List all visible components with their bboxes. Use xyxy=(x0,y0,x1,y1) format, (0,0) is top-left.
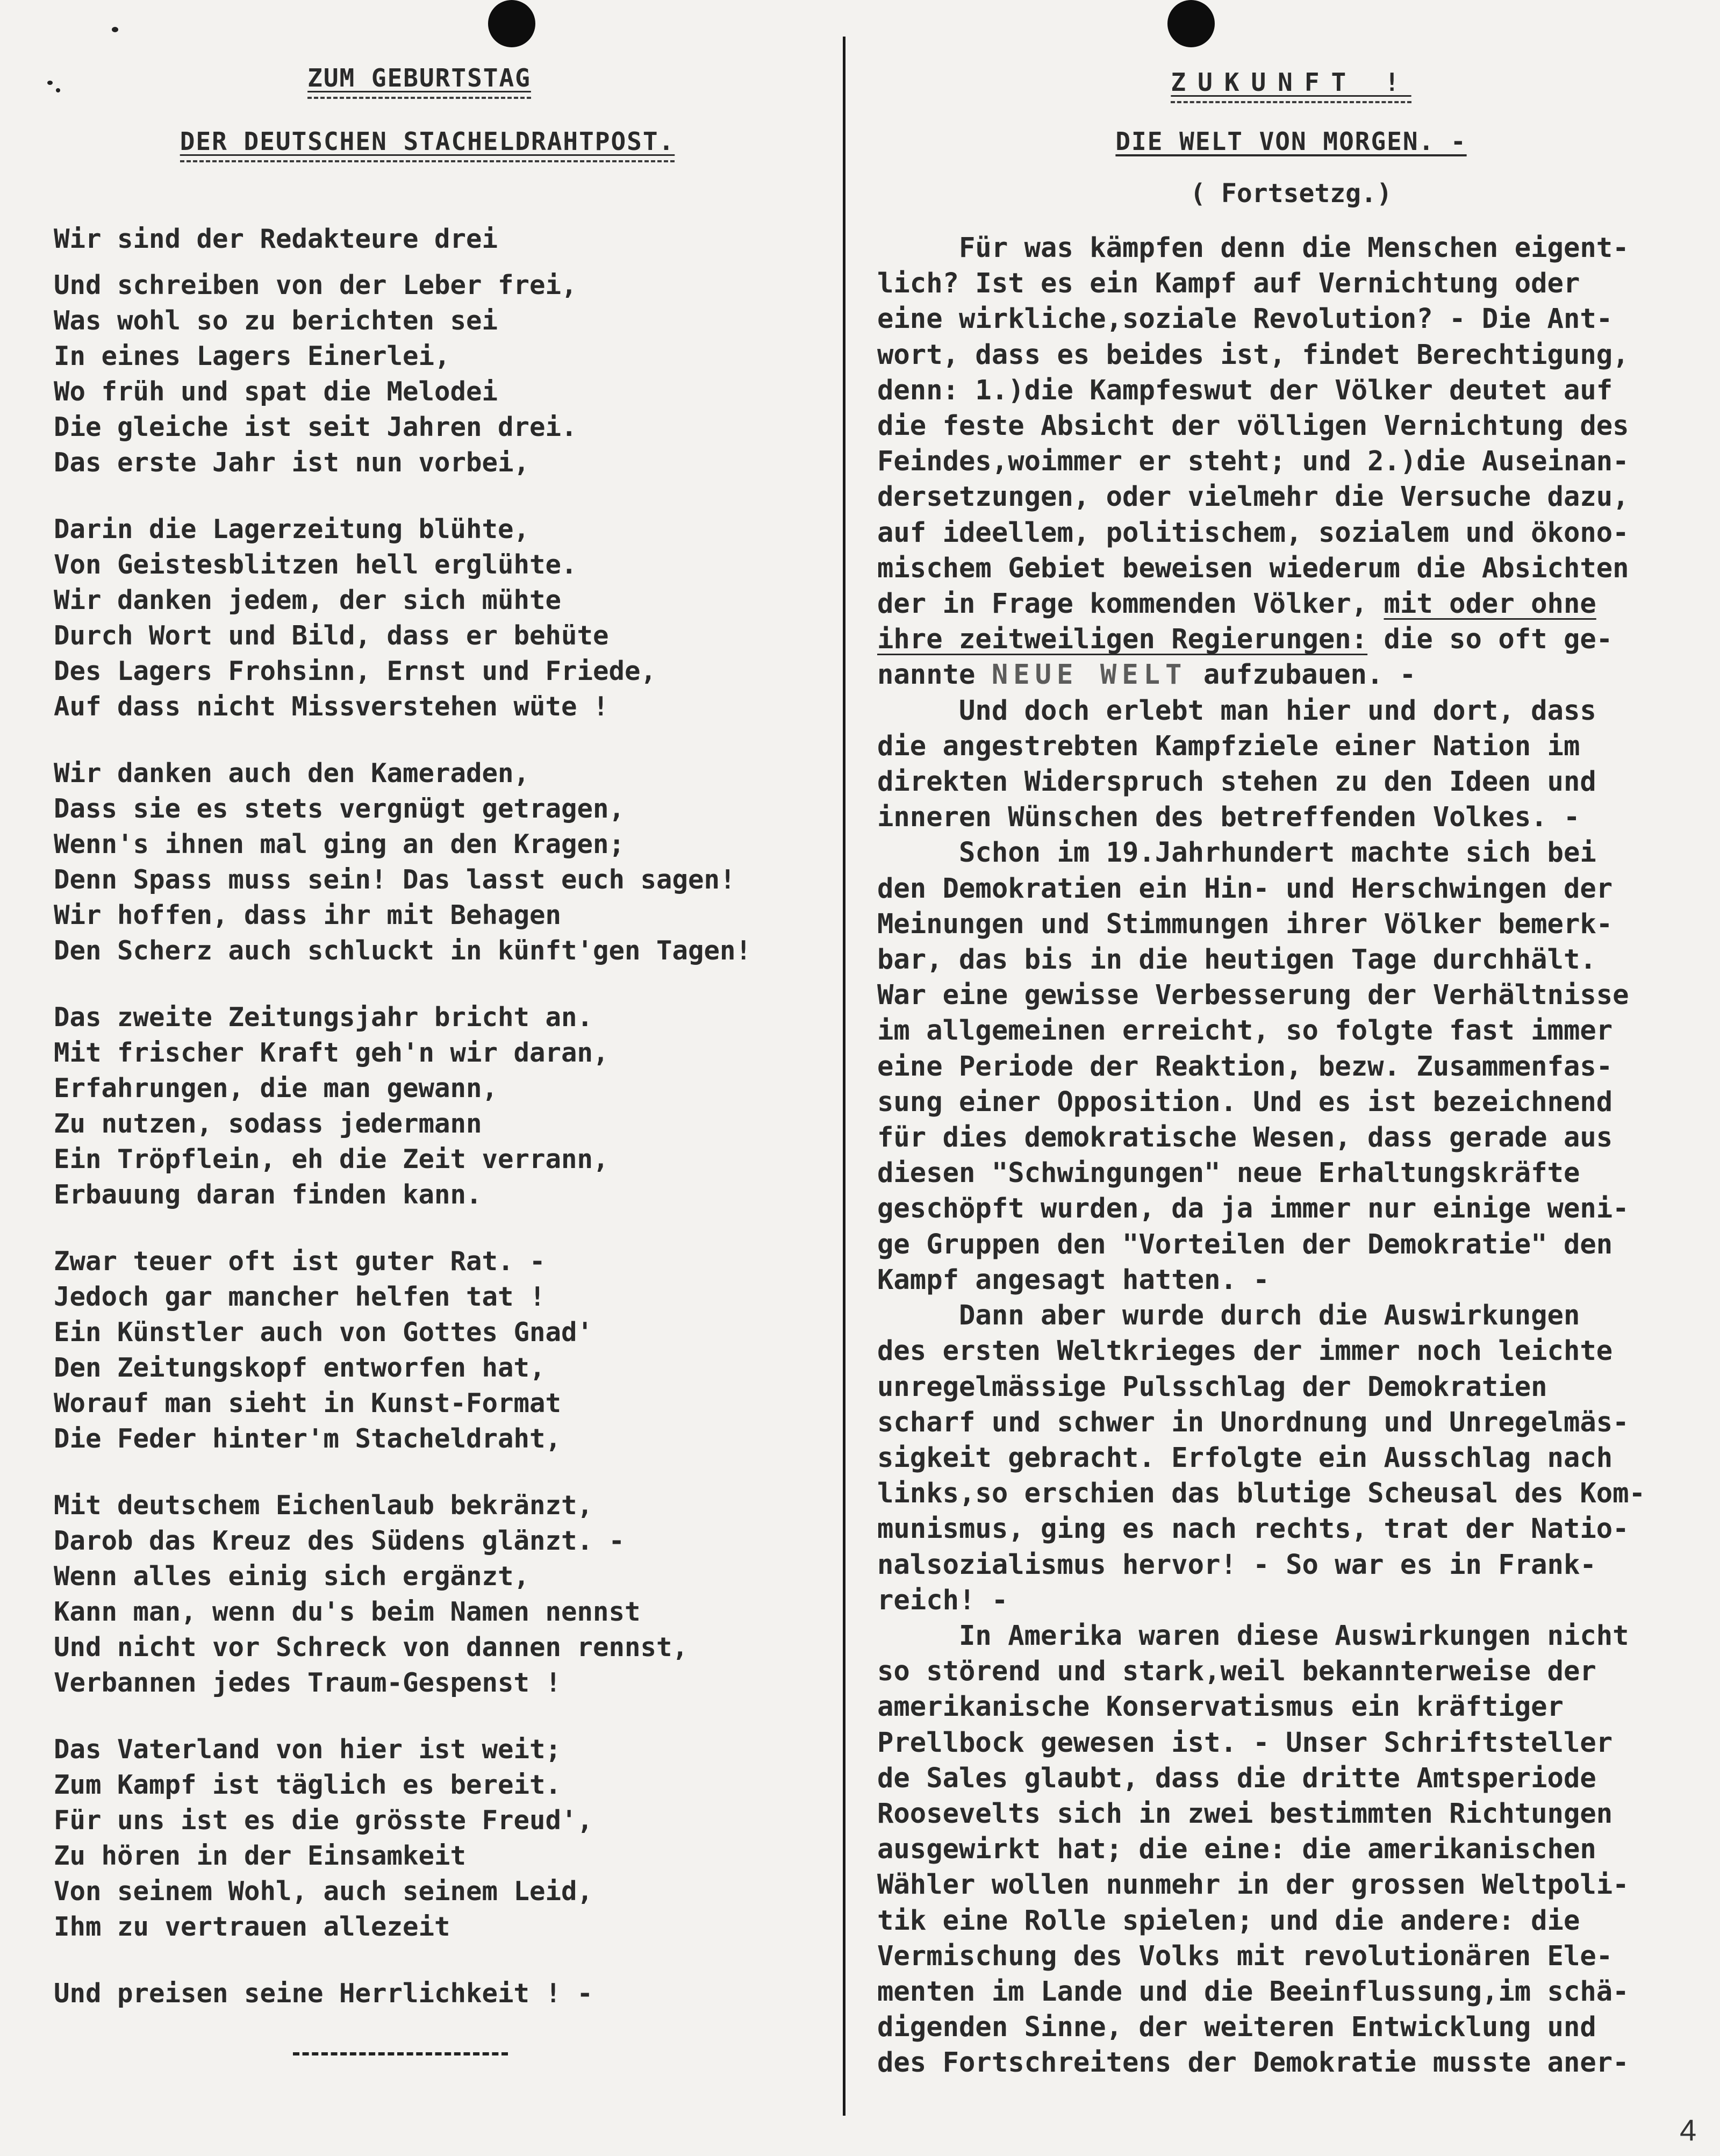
article-line-text: geschöpft wurden, da ja immer nur einige weni- xyxy=(877,1192,1629,1224)
page-number: 4 xyxy=(1680,2113,1697,2147)
article-line-text: Dann aber wurde durch die Auswirkungen xyxy=(877,1299,1580,1331)
article-line xyxy=(877,728,1705,764)
verse-line: Darin die Lagerzeitung blühte, xyxy=(54,514,530,545)
article-title: ZUKUNFT ! xyxy=(877,70,1705,103)
article-line xyxy=(877,1903,1705,1938)
stanza xyxy=(54,268,838,481)
article-line xyxy=(877,230,1705,266)
article-line-text: Meinungen und Stimmungen ihrer Völker bemerk- xyxy=(877,907,1613,940)
article-line-text: tik eine Rolle spielen; und die andere: die xyxy=(877,1904,1580,1936)
article-line-text: direkten Widerspruch stehen zu den Ideen und xyxy=(877,765,1596,798)
article-line-text: nalsozialismus hervor! - So war es in Frank- xyxy=(877,1548,1596,1580)
article-line-text: amerikanische Konservatismus ein kräftiger xyxy=(877,1691,1564,1723)
article-line xyxy=(877,1689,1705,1724)
article-line xyxy=(877,479,1705,514)
verse-line: Erbauung daran finden kann. xyxy=(54,1179,482,1210)
stanza xyxy=(54,1000,838,1213)
verse-line: Mit deutschem Eichenlaub bekränzt, xyxy=(54,1490,593,1521)
article-line-text: diesen "Schwingungen" neue Erhaltungskräfte xyxy=(877,1157,1580,1189)
article-line-text: Prellbock gewesen ist. - Unser Schriftsteller xyxy=(877,1726,1613,1758)
article-line-text: munismus, ging es nach rechts, trat der Natio- xyxy=(877,1513,1629,1545)
ink-speck xyxy=(47,81,53,85)
article-line xyxy=(877,550,1705,586)
poem-column xyxy=(54,60,838,2011)
verse-line: Verbannen jedes Traum-Gespenst ! xyxy=(54,1667,562,1698)
article-line xyxy=(877,1653,1705,1689)
article-line xyxy=(877,373,1705,408)
article-line xyxy=(877,621,1705,657)
article-line xyxy=(877,1475,1705,1511)
verse-line: Das erste Jahr ist nun vorbei, xyxy=(54,447,530,478)
verse-line: Wir sind der Redakteure drei xyxy=(54,224,498,254)
punch-hole-right xyxy=(1167,0,1215,47)
verse-line: Zwar teuer oft ist guter Rat. - xyxy=(54,1246,546,1277)
faint-spaced-phrase: NEUE WELT xyxy=(991,658,1187,691)
article-line-text: Und doch erlebt man hier und dort, dass xyxy=(877,694,1596,726)
article-line-text: mischem Gebiet beweisen wiederum die Absichten xyxy=(877,551,1629,584)
verse-line: Erfahrungen, die man gewann, xyxy=(54,1073,498,1104)
article-line xyxy=(877,1262,1705,1298)
article-line xyxy=(877,1440,1705,1475)
article-column xyxy=(877,60,1705,2081)
article-line xyxy=(877,977,1705,1013)
article-line-text: unregelmässige Pulsschlag der Demokratien xyxy=(877,1370,1547,1402)
article-line xyxy=(877,301,1705,336)
verse-line: Wir danken jedem, der sich mühte xyxy=(54,585,562,615)
article-line-text: Feindes,woimmer er steht; und 2.)die Auseinan- xyxy=(877,445,1629,477)
article-line xyxy=(877,1511,1705,1546)
underlined-phrase: mit oder ohne xyxy=(1384,588,1596,620)
article-subtitle: DIE WELT VON MORGEN. - xyxy=(1115,127,1467,156)
article-line xyxy=(877,1974,1705,2009)
article-body xyxy=(877,230,1705,2081)
article-line xyxy=(877,1084,1705,1120)
article-line xyxy=(877,1155,1705,1191)
stanza xyxy=(54,221,838,257)
article-line-text: inneren Wünschen des betreffenden Volkes. - xyxy=(877,801,1580,833)
article-line-text: für dies demokratische Wesen, dass gerade aus xyxy=(877,1121,1613,1154)
article-line-text: reich! - xyxy=(877,1584,1008,1616)
article-line xyxy=(877,2045,1705,2080)
article-line xyxy=(877,1938,1705,1974)
verse-line: Dass sie es stets vergnügt getragen, xyxy=(54,793,625,824)
article-line-text: wort, dass es beides ist, findet Berechtigung, xyxy=(877,338,1629,370)
verse-line: Zu nutzen, sodass jedermann xyxy=(54,1108,482,1139)
article-line xyxy=(877,1120,1705,1155)
verse-line: Zu hören in der Einsamkeit xyxy=(54,1840,467,1871)
article-line-text: den Demokratien ein Hin- und Herschwingen der xyxy=(877,872,1613,904)
article-line xyxy=(877,1547,1705,1582)
verse-line: Jedoch gar mancher helfen tat ! xyxy=(54,1281,546,1312)
verse-line: Die Feder hinter'm Stacheldraht, xyxy=(54,1423,562,1454)
article-line xyxy=(877,871,1705,906)
verse-line: Und schreiben von der Leber frei, xyxy=(54,270,577,300)
poem-title-line-2: DER DEUTSCHEN STACHELDRAHTPOST. xyxy=(118,129,736,162)
article-line-text: de Sales glaubt, dass die dritte Amtsperiode xyxy=(877,1761,1596,1794)
article-line xyxy=(877,1049,1705,1084)
article-line xyxy=(877,1831,1705,1867)
article-line-text: scharf und schwer in Unordnung und Unregelmäs- xyxy=(877,1406,1629,1438)
article-line xyxy=(877,906,1705,942)
stanza xyxy=(54,512,838,725)
article-line-text: die feste Absicht der völligen Vernichtung des xyxy=(877,410,1629,442)
article-line xyxy=(877,1796,1705,1831)
article-line xyxy=(877,1618,1705,1653)
verse-line: Wo früh und spat die Melodei xyxy=(54,376,498,407)
article-line-text: denn: 1.)die Kampfeswut der Völker deutet auf xyxy=(877,374,1613,406)
verse-line: Wir danken auch den Kameraden, xyxy=(54,758,530,789)
article-line-text: ausgewirkt hat; die eine: die amerikanischen xyxy=(877,1833,1596,1865)
article-line xyxy=(877,942,1705,977)
column-divider xyxy=(843,37,845,2116)
stanza xyxy=(54,1488,838,1701)
article-line xyxy=(877,799,1705,835)
poem-title-line-1: ZUM GEBURTSTAG xyxy=(124,66,715,99)
continuation-note: ( Fortsetzg.) xyxy=(1190,178,1392,209)
stanza xyxy=(54,1976,838,2011)
article-line-text: lich? Ist es ein Kampf auf Vernichtung oder xyxy=(877,267,1580,299)
verse-line: Von seinem Wohl, auch seinem Leid, xyxy=(54,1876,593,1907)
ink-speck xyxy=(112,27,118,32)
verse-line: Auf dass nicht Missverstehen wüte ! xyxy=(54,691,609,722)
article-line xyxy=(877,515,1705,550)
verse-line: Des Lagers Frohsinn, Ernst und Friede, xyxy=(54,656,657,686)
verse-line: Für uns ist es die grösste Freud', xyxy=(54,1805,593,1836)
article-line-text: sung einer Opposition. Und es ist bezeichnend xyxy=(877,1085,1613,1118)
verse-line: Und nicht vor Schreck von dannen rennst, xyxy=(54,1632,689,1663)
stanza xyxy=(54,1244,838,1457)
poem-body xyxy=(54,221,838,2011)
article-line-text: Roosevelts sich in zwei bestimmten Richtungen xyxy=(877,1797,1613,1829)
article-line xyxy=(877,1369,1705,1405)
article-line-text: so störend und stark,weil bekannterweise der xyxy=(877,1655,1596,1687)
verse-line: Wenn's ihnen mal ging an den Kragen; xyxy=(54,829,625,859)
article-line xyxy=(877,1013,1705,1048)
article-line xyxy=(877,408,1705,443)
verse-line: Durch Wort und Bild, dass er behüte xyxy=(54,620,609,651)
verse-line: Das zweite Zeitungsjahr bricht an. xyxy=(54,1002,593,1033)
article-line-text: links,so erschien das blutige Scheusal des Kom- xyxy=(877,1477,1645,1509)
article-line xyxy=(877,337,1705,373)
verse-line: Was wohl so zu berichten sei xyxy=(54,305,498,336)
article-line xyxy=(877,1227,1705,1262)
article-line-text: Wähler wollen nunmehr in der grossen Weltpoli- xyxy=(877,1868,1629,1901)
article-line xyxy=(877,1298,1705,1333)
article-line xyxy=(877,1405,1705,1440)
article-line-text: sigkeit gebracht. Erfolgte ein Ausschlag nach xyxy=(877,1441,1613,1473)
article-line-text: der in Frage kommenden Völker, xyxy=(877,588,1384,620)
article-line xyxy=(877,443,1705,479)
verse-line: Wenn alles einig sich ergänzt, xyxy=(54,1561,530,1592)
article-line-text: In Amerika waren diese Auswirkungen nicht xyxy=(877,1619,1629,1651)
verse-line: Zum Kampf ist täglich es bereit. xyxy=(54,1770,562,1800)
article-line xyxy=(877,693,1705,728)
verse-line: Wir hoffen, dass ihr mit Behagen xyxy=(54,900,562,930)
article-line xyxy=(877,1867,1705,1902)
verse-line: Ein Künstler auch von Gottes Gnad' xyxy=(54,1317,593,1348)
article-line xyxy=(877,1582,1705,1618)
verse-line: In eines Lagers Einerlei, xyxy=(54,341,450,371)
article-line xyxy=(877,657,1705,692)
article-line-text: ge Gruppen den "Vorteilen der Demokratie" den xyxy=(877,1228,1613,1260)
article-line-text: Schon im 19.Jahrhundert machte sich bei xyxy=(877,836,1596,869)
verse-line: Den Scherz auch schluckt in künft'gen Tagen! xyxy=(54,935,752,966)
verse-line: Ihm zu vertrauen allezeit xyxy=(54,1911,450,1942)
verse-line: Darob das Kreuz des Südens glänzt. - xyxy=(54,1525,625,1556)
article-line-text: Vermischung des Volks mit revolutionären Ele- xyxy=(877,1939,1613,1972)
article-line-text: eine wirkliche,soziale Revolution? - Die Ant- xyxy=(877,303,1613,335)
verse-line: Und preisen seine Herrlichkeit ! - xyxy=(54,1978,593,2009)
article-line-text: auf ideellem, politischem, sozialem und ökono- xyxy=(877,516,1629,548)
article-line xyxy=(877,1333,1705,1369)
article-line-text: bar, das bis in die heutigen Tage durchhält. xyxy=(877,943,1596,976)
verse-line: Worauf man sieht in Kunst-Format xyxy=(54,1388,562,1419)
article-line xyxy=(877,266,1705,301)
verse-line: Denn Spass muss sein! Das lasst euch sagen! xyxy=(54,864,736,895)
article-line-text: War eine gewisse Verbesserung der Verhältnisse xyxy=(877,979,1629,1011)
article-line-text: die angestrebten Kampfziele einer Nation im xyxy=(877,729,1580,762)
article-line-text: dersetzungen, oder vielmehr die Versuche dazu, xyxy=(877,481,1629,513)
article-line-text: im allgemeinen erreicht, so folgte fast immer xyxy=(877,1014,1613,1047)
article-line xyxy=(877,1725,1705,1760)
article-line-tail: aufzubauen. - xyxy=(1187,658,1416,691)
article-line-text: Kampf angesagt hatten. - xyxy=(877,1263,1270,1295)
article-line-tail: die so oft ge- xyxy=(1367,623,1613,655)
article-line-text: des ersten Weltkrieges der immer noch leichte xyxy=(877,1335,1613,1367)
article-line-text: menten im Lande und die Beeinflussung,im schä- xyxy=(877,1975,1629,2007)
article-line xyxy=(877,1760,1705,1796)
article-line xyxy=(877,2009,1705,2045)
verse-line: Die gleiche ist seit Jahren drei. xyxy=(54,412,577,442)
article-line xyxy=(877,835,1705,870)
article-line-text: eine Periode der Reaktion, bezw. Zusammenfas- xyxy=(877,1050,1613,1082)
end-rule xyxy=(293,2052,508,2055)
stanza xyxy=(54,756,838,969)
verse-line: Kann man, wenn du's beim Namen nennst xyxy=(54,1596,641,1627)
article-line-text: digenden Sinne, der weiteren Entwicklung und xyxy=(877,2011,1596,2043)
article-line-text: nannte xyxy=(877,658,992,691)
verse-line: Den Zeitungskopf entworfen hat, xyxy=(54,1352,546,1383)
article-line xyxy=(877,764,1705,799)
verse-line: Von Geistesblitzen hell erglühte. xyxy=(54,549,577,580)
verse-line: Das Vaterland von hier ist weit; xyxy=(54,1734,562,1765)
article-line-text: Für was kämpfen denn die Menschen eigent- xyxy=(877,232,1629,263)
article-line-text: ihre zeitweiligen Regierungen: xyxy=(877,623,1368,655)
article-line xyxy=(877,1191,1705,1226)
punch-hole-left xyxy=(488,0,535,47)
verse-line: Mit frischer Kraft geh'n wir daran, xyxy=(54,1037,609,1068)
stanza xyxy=(54,1732,838,1945)
article-line xyxy=(877,586,1705,621)
verse-line: Ein Tröpflein, eh die Zeit verrann, xyxy=(54,1144,609,1174)
article-line-text: des Fortschreitens der Demokratie musste aner- xyxy=(877,2046,1629,2079)
